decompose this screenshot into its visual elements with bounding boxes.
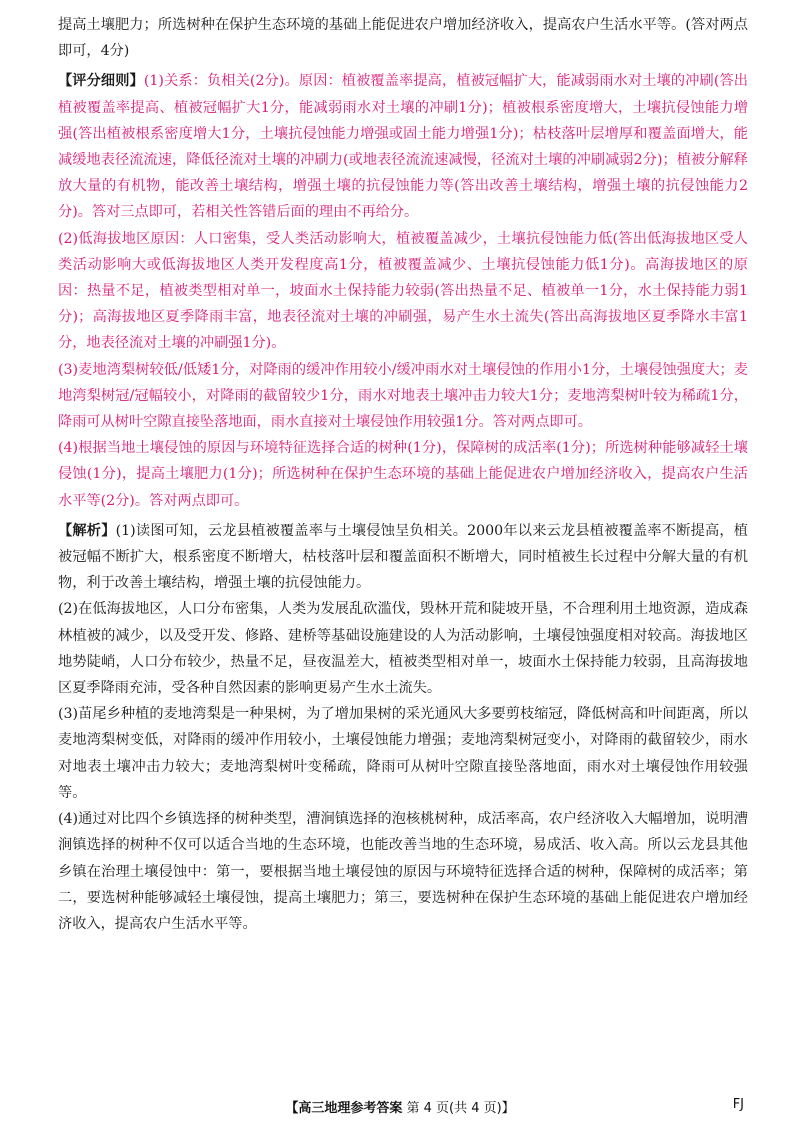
footer-title: 【高三地理参考答案 [285,1101,403,1116]
analysis-item-1-text: (1)读图可知，云龙县植被覆盖率与土壤侵蚀呈负相关。2000年以来云龙县植被覆盖率不断提高，植被冠幅不断扩大，根系密度不断增大，枯枝落叶层和覆盖面积不断增大，同时植被生长过程中分解大量的有机物，利于改善土壤结构，增强土壤的抗侵蚀能力。 [58,522,748,592]
scoring-tag: 【评分细则】 [58,73,144,90]
answer-page [58,12,748,937]
analysis-item-3: (3)苗尾乡种植的麦地湾梨是一种果树，为了增加果树的采光通风大多要剪枝缩冠，降低树高和叶间距离，所以麦地湾梨树变低，对降雨的缓冲作用较小，土壤侵蚀能力增强；麦地湾梨树冠变小，对降雨的截留较少，雨水对地表土壤冲击力较大；麦地湾梨树叶变稀疏，降雨可从树叶空隙直接坠落地面，雨水对土壤侵蚀作用较强等。 [58,706,748,801]
scoring-item-2: (2)低海拔地区原因：人口密集，受人类活动影响大，植被覆盖减少，土壤抗侵蚀能力低(答出低海拔地区受人类活动影响大或低海拔地区人类开发程度高1分，植被覆盖减少、土壤抗侵蚀能力低1分)。高海拔地区的原因：热量不足，植被类型相对单一，坡面水土保持能力较弱(答出热量不足、植被单一1分，水土保持能力弱1分)；高海拔地区夏季降雨丰富，地表径流对土壤的冲刷强，易产生水土流失(答出高海拔地区夏季降水丰富1分，地表径流对土壤的冲刷强1分)。 [58,230,748,352]
footer-page: 第 4 页(共 4 页)】 [406,1101,515,1116]
scoring-item-1 [58,68,748,225]
analysis-item-1 [58,518,748,597]
footer-code: FJ [732,1097,744,1112]
analysis-item-4: (4)通过对比四个乡镇选择的树种类型，漕涧镇选择的泡核桃树种，成活率高，农户经济收入大幅增加，说明漕涧镇选择的树种不仅可以适合当地的生态环境，也能改善当地的生态环境，易成活、收入高。所以云龙县其他乡镇在治理土壤侵蚀中：第一，要根据当地土壤侵蚀的原因与环境特征选择合适的树种，保障树的成活率；第二，要选树种能够减轻土壤侵蚀，提高土壤肥力；第三，要选树种在保护生态环境的基础上能促进农户增加经济收入，提高农户生活水平等。 [58,811,748,932]
analysis-tag: 【解析】 [58,522,116,539]
scoring-item-3: (3)麦地湾梨树较低/低矮1分，对降雨的缓冲作用较小/缓冲雨水对土壤侵蚀的作用小1分，土壤侵蚀强度大；麦地湾梨树冠/冠幅较小，对降雨的截留较少1分，雨水对地表土壤冲击力较大1分；麦地湾梨树叶较为稀疏1分，降雨可从树叶空隙直接坠落地面，雨水直接对土壤侵蚀作用较强1分。答对两点即可。 [58,361,748,431]
scoring-item-1-text: (1)关系：负相关(2分)。原因：植被覆盖率提高，植被冠幅扩大，能减弱雨水对土壤的冲刷(答出植被覆盖率提高、植被冠幅扩大1分，能减弱雨水对土壤的冲刷1分)；植被根系密度增大，土壤抗侵蚀能力增强(答出植被根系密度增大1分，土壤抗侵蚀能力增强或固土能力增强1分)；枯枝落叶层增厚和覆盖面增大，能减缓地表径流流速，降低径流对土壤的冲刷力(或地表径流流速减慢，径流对土壤的冲刷减弱2分)；植被分解释放大量的有机物，能改善土壤结构，增强土壤的抗侵蚀能力等(答出改善土壤结构，增强土壤的抗侵蚀能力2分)。答对三点即可，若相关性答错后面的理由不再给分。 [58,73,748,221]
analysis-section [58,518,748,937]
footer-center [0,1097,800,1116]
scoring-section [58,68,748,513]
intro-paragraph: 提高土壤肥力；所选树种在保护生态环境的基础上能促进农户增加经济收入，提高农户生活水平等。(答对两点即可，4分) [58,17,748,60]
page-footer [0,1095,800,1119]
analysis-item-2: (2)在低海拔地区，人口分布密集，人类为发展乱砍滥伐，毁林开荒和陡坡开垦，不合理利用土地资源，造成森林植被的减少，以及受开发、修路、建桥等基础设施建设的人为活动影响，土壤侵蚀强度相对较高。海拔地区地势陡峭，人口分布较少，热量不足，昼夜温差大，植被类型相对单一，坡面水土保持能力较弱，且高海拔地区夏季降雨充沛，受各种自然因素的影响更易产生水土流失。 [58,601,748,697]
scoring-item-4: (4)根据当地土壤侵蚀的原因与环境特征选择合适的树种(1分)，保障树的成活率(1分)；所选树种能够减轻土壤侵蚀(1分)，提高土壤肥力(1分)；所选树种在保护生态环境的基础上能促进农户增加经济收入，提高农户生活水平等(2分)。答对两点即可。 [58,440,748,509]
